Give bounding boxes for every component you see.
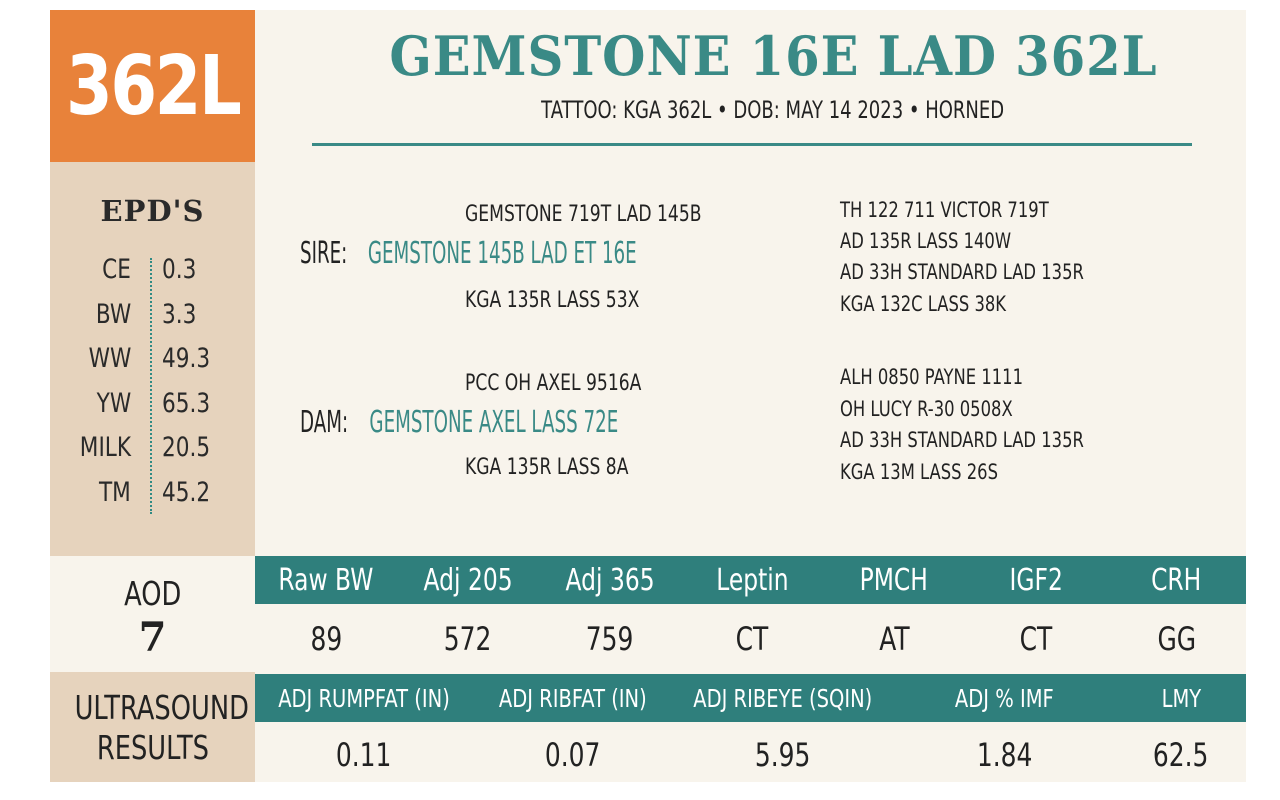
us-value: 62.5 [1153,736,1209,774]
sire-grandparent: AD 135R LASS 140W [840,229,1012,253]
perf-header: CRH [1151,562,1202,598]
us-value: 1.84 [976,736,1033,774]
us-value: 0.07 [545,736,601,774]
epd-label: TM [99,476,131,508]
dam-dam: KGA 135R LASS 8A [465,455,629,480]
us-header: ADJ RUMPFAT (IN) [278,683,450,713]
epd-value: 49.3 [162,343,211,374]
perf-header: Raw BW [278,562,374,598]
animal-name: GEMSTONE 16E LAD 362L [388,24,1158,88]
perf-value: AT [878,620,910,658]
epd-row-tm [50,477,255,522]
us-header: LMY [1161,683,1201,713]
dam-sire: PCC OH AXEL 9516A [465,371,642,396]
dam-prefix: DAM: [300,405,349,440]
ultrasound-label-line1: ULTRASOUND [74,688,249,727]
epd-label: BW [95,298,131,330]
epd-list [50,254,255,521]
epd-label: WW [88,343,131,374]
epd-value: 20.5 [162,432,211,463]
epd-value: 45.2 [162,476,211,508]
us-value: 0.11 [336,736,392,774]
sire-grandparent: KGA 132C LASS 38K [840,292,1007,316]
sire-dam: KGA 135R LASS 53X [465,288,640,313]
dam-grandparent: KGA 13M LASS 26S [840,460,998,484]
epd-value: 65.3 [162,387,211,419]
ultrasound-panel [50,672,255,782]
epd-label: CE [102,254,131,285]
sire-grandparent: AD 33H STANDARD LAD 135R [840,260,1084,284]
epd-row-milk [50,432,255,477]
ultrasound-header-band [255,674,1246,722]
epd-row-ce [50,254,255,299]
aod-panel [50,556,255,668]
epd-heading: EPD'S [100,194,205,228]
epd-value: 0.3 [162,254,197,285]
perf-value: 759 [586,620,634,658]
animal-name-title [308,24,1238,88]
lot-number: 362L [65,38,240,134]
perf-value: CT [1019,620,1053,658]
epd-label: MILK [79,432,131,463]
us-header: ADJ RIBEYE (SQIN) [693,683,873,713]
aod-label: AOD [123,574,182,613]
perf-value: 572 [444,620,492,658]
title-divider [312,143,1192,146]
epd-row-yw [50,388,255,433]
epd-panel [50,162,255,556]
performance-header-band [255,556,1246,604]
epd-row-bw [50,299,255,344]
ultrasound-label-line2: RESULTS [96,728,209,767]
perf-header: Leptin [715,562,789,598]
dam-grandparent: OH LUCY R-30 0508X [840,397,1013,421]
sire-prefix: SIRE: [300,236,348,271]
epd-label: YW [96,387,131,419]
perf-header: PMCH [859,562,929,598]
sire-sire: GEMSTONE 719T LAD 145B [465,202,702,227]
animal-details [308,96,1238,124]
dam-grandparent: AD 33H STANDARD LAD 135R [840,428,1084,452]
dam-line [300,405,798,440]
sire-line [300,236,829,271]
lot-number-badge [50,10,255,162]
sire-name: GEMSTONE 145B LAD ET 16E [368,236,637,271]
perf-value: 89 [310,620,342,658]
perf-value: CT [735,620,769,658]
us-header: ADJ % IMF [955,683,1054,713]
perf-header: IGF2 [1009,562,1063,598]
dam-grandparent: ALH 0850 PAYNE 1111 [840,365,1024,389]
animal-details-text: TATTOO: KGA 362L • DOB: MAY 14 2023 • HORNED [541,96,1005,124]
epd-value: 3.3 [162,298,197,330]
bull-lot-card [50,10,1246,782]
us-value: 5.95 [755,736,811,774]
perf-value: GG [1157,620,1196,658]
dam-name: GEMSTONE AXEL LASS 72E [369,405,618,440]
perf-header: Adj 205 [423,562,513,598]
epd-row-ww [50,343,255,388]
perf-header: Adj 365 [565,562,655,598]
aod-value: 7 [138,614,167,661]
sire-grandparent: TH 122 711 VICTOR 719T [840,198,1049,222]
us-header: ADJ RIBFAT (IN) [499,683,647,713]
